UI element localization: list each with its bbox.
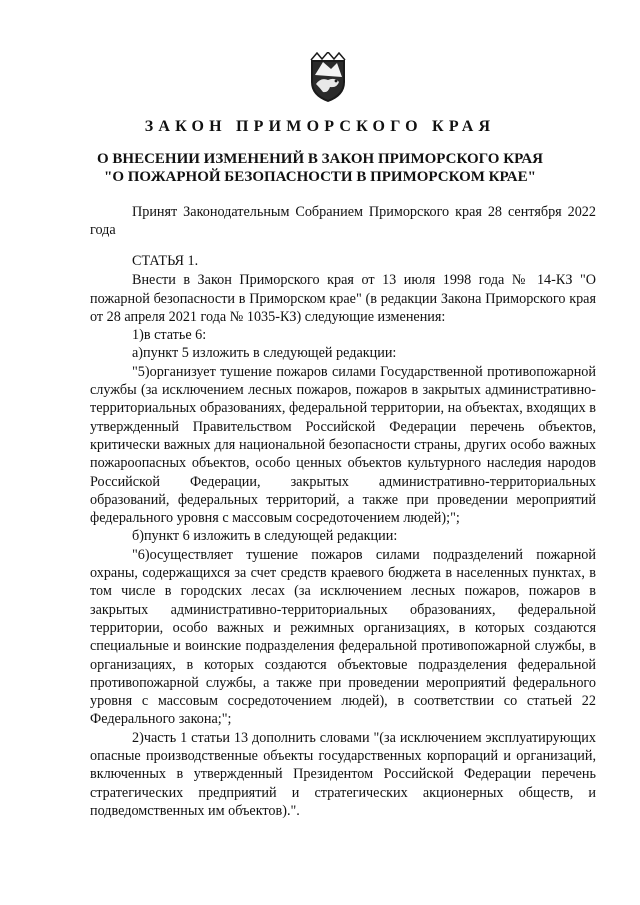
article-body [90,252,596,820]
amendment-item: 1)в статье 6: [132,327,207,344]
article-heading: СТАТЬЯ 1. [132,253,199,269]
article-intro: Внести в Закон Приморского края от 13 июля 1998 года № 14-КЗ "О пожарной безопасности в Приморском крае" (в редакции Закона Приморского края от 28 апреля 2021 года № 1035-КЗ) следующие изменения: [90,272,596,325]
amendment-subitem: а)пункт 5 изложить в следующей редакции: [132,345,397,362]
law-subtitle [0,150,640,186]
subtitle-line: О ВНЕСЕНИИ ИЗМЕНЕНИЙ В ЗАКОН ПРИМОРСКОГО КРАЯ [97,151,543,167]
amendment-text: "5)организует тушение пожаров силами Государственной противопожарной службы (за исключением лесных пожаров, пожаров в закрытых административно-территориальных образованиях, федеральной территории, на объектах, входящих в утвержденный Правительством Российской Федерации перечень объектов, критически важных для национальной безопасности страны, других особо важных пожароопасных объектов, особо ценных объектов культурного наследия народов Российской Федерации, закрытых административно-территориальных образований, федеральных территорий, а также при проведении мероприятий федерального уровня с массовым сосредоточением людей);"; [90,363,596,527]
adoption-note: Принят Законодательным Собранием Приморского края 28 сентября 2022 года [90,204,596,238]
amendment-text: "6)осуществляет тушение пожаров силами подразделений пожарной охраны, содержащихся за счет средств краевого бюджета в населенных пунктах, в том числе в городских лесах (за исключением лесных пожаров, пожаров в закрытых административно-территориальных образованиях, федеральной территории, особо важных и режимных организациях, в которых создаются специальные и воинские подразделения федеральной противопожарной службы, в организациях, в которых создаются объектовые подразделения федеральной противопожарной службы, а также при проведении мероприятий федерального уровня с массовым сосредоточением людей), в соответствии со статьей 22 Федерального закона;"; [90,546,596,728]
amendment-item: 2)часть 1 статьи 13 дополнить словами "(за исключением эксплуатирующих опасные производственные объекты государственных корпораций и организаций, включенных в утвержденный Президентом Российской Федерации перечень стратегических предприятий и стратегических акционерных обществ, и подведомственных им объектов).". [90,729,596,819]
primorsky-krai-coat-of-arms-icon [306,52,350,104]
subtitle-line: "О ПОЖАРНОЙ БЕЗОПАСНОСТИ В ПРИМОРСКОМ КРАЕ" [104,169,536,185]
amendment-subitem: б)пункт 6 изложить в следующей редакции: [132,528,398,545]
law-title: ЗАКОН ПРИМОРСКОГО КРАЯ [144,118,496,135]
